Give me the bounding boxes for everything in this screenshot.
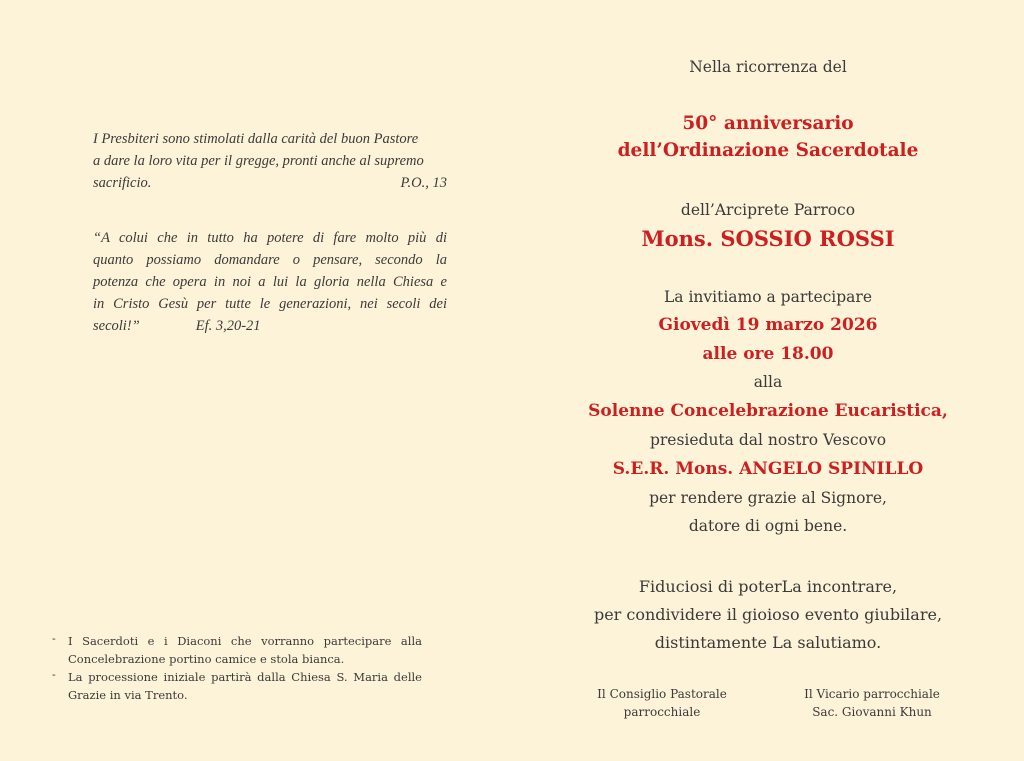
note-text: La processione iniziale partirà dalla Chiesa S. Maria delle Grazie in via Trento.: [68, 670, 422, 702]
note-item: [52, 668, 422, 704]
signature-vicar: [792, 685, 952, 721]
notes-list: [52, 632, 422, 704]
closing-line3: distintamente La salutiamo.: [654, 633, 882, 652]
quote2-line: quanto possiamo domandare o pensare, secondo la: [93, 252, 447, 268]
thanks-line1: per rendere grazie al Signore,: [649, 489, 887, 507]
to-text: alla: [753, 373, 783, 391]
quote1-reference: P.O., 13: [400, 175, 447, 191]
note-bullet: -: [52, 632, 56, 645]
thanks-line2: datore di ogni bene.: [688, 517, 848, 535]
quote1-line: sacrificio.: [93, 175, 152, 191]
bishop-name: S.E.R. Mons. ANGELO SPINILLO: [612, 459, 924, 479]
priest-name: Mons. SOSSIO ROSSI: [641, 226, 895, 251]
closing-line1: Fiduciosi di poterLa incontrare,: [638, 577, 898, 596]
anniversary-title-line1: 50° anniversario: [682, 113, 854, 134]
quote2-line: potenza che opera in noi a lui la gloria nella Chiesa e: [93, 274, 447, 290]
note-text: I Sacerdoti e i Diaconi che vorranno partecipare alla Concelebrazione portino camice e stola bianca.: [68, 634, 422, 666]
signature-line: Sac. Giovanni Khun: [812, 705, 932, 719]
presbyters-quote: [93, 128, 447, 194]
presided-text: presieduta dal nostro Vescovo: [649, 431, 887, 449]
signature-line: Il Consiglio Pastorale: [597, 687, 727, 701]
quote2-line: secoli!”: [93, 318, 140, 334]
invite-text: La invitiamo a partecipare: [663, 288, 873, 306]
quote1-line: a dare la loro vita per il gregge, pronti anche al supremo: [93, 153, 424, 169]
signature-line: Il Vicario parrocchiale: [804, 687, 940, 701]
quote2-line: “A colui che in tutto ha potere di fare molto più di: [93, 230, 447, 246]
quote1-line: I Presbiteri sono stimolati dalla carità del buon Pastore: [93, 131, 419, 147]
event-time: alle ore 18.00: [702, 344, 834, 364]
right-panel: [512, 0, 1024, 761]
signature-pastoral-council: [582, 685, 742, 721]
quote2-reference: Ef. 3,20-21: [195, 318, 261, 334]
note-item: [52, 632, 422, 668]
signature-line: parrocchiale: [623, 705, 701, 719]
intro-text: Nella ricorrenza del: [689, 58, 847, 76]
ephesians-quote: [93, 227, 447, 337]
note-bullet: -: [52, 668, 56, 681]
event-date: Giovedì 19 marzo 2026: [658, 315, 878, 335]
closing-line2: per condividere il gioioso evento giubilare,: [593, 605, 943, 624]
anniversary-title-line2: dell’Ordinazione Sacerdotale: [617, 140, 919, 161]
of-title-text: dell’Arciprete Parroco: [680, 201, 856, 219]
quote2-line: in Cristo Gesù per tutte le generazioni, nei secoli dei: [93, 296, 447, 312]
celebration-title: Solenne Concelebrazione Eucaristica,: [588, 401, 948, 421]
